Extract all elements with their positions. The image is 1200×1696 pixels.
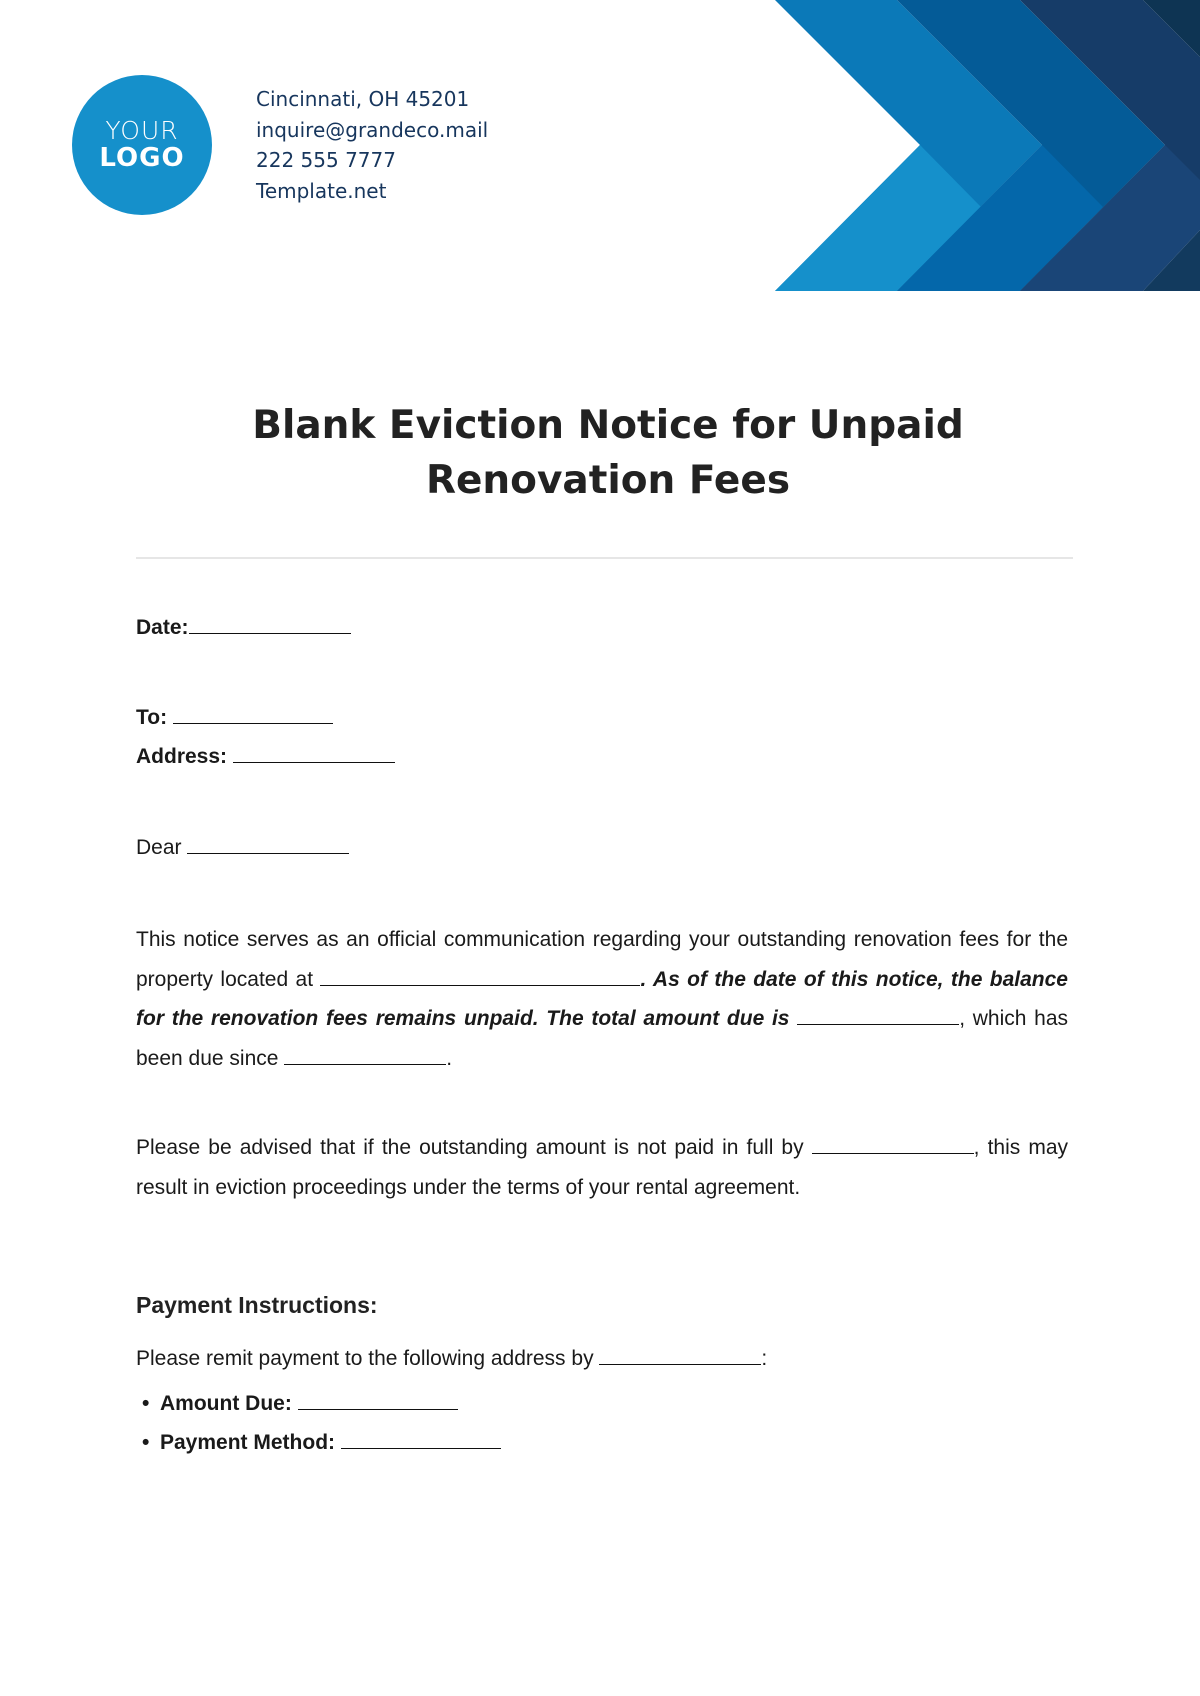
header-chevron-graphic xyxy=(770,0,1200,291)
payment-intro xyxy=(136,1346,767,1371)
salutation xyxy=(136,835,349,860)
payment-heading: Payment Instructions: xyxy=(136,1292,378,1318)
para1-end: . xyxy=(446,1046,453,1070)
document-title: Blank Eviction Notice for Unpaid Renovation Fees xyxy=(252,403,964,503)
date-blank[interactable] xyxy=(189,615,351,634)
para2-text-2: , this may result in eviction proceedings under the terms of your rental agreement. xyxy=(136,1136,1068,1199)
address-field xyxy=(136,744,395,769)
list-item-amount-due xyxy=(136,1384,501,1423)
to-label: To: xyxy=(136,706,168,729)
address-blank[interactable] xyxy=(233,744,395,763)
para1-emphasis: . As of the date of this notice, the balance for the renovation fees remains unpaid. The total amount due is xyxy=(136,967,1068,1030)
property-address-blank[interactable] xyxy=(320,967,640,986)
date-field xyxy=(136,615,351,640)
total-amount-blank[interactable] xyxy=(797,1006,959,1025)
contact-phone: 222 555 7777 xyxy=(256,148,396,172)
deadline-blank[interactable] xyxy=(812,1135,974,1154)
amount-due-label: Amount Due: xyxy=(160,1392,292,1415)
payment-intro-end: : xyxy=(761,1347,768,1370)
recipient-name-blank[interactable] xyxy=(187,835,349,854)
logo-line1: YOUR xyxy=(105,115,179,145)
address-label: Address: xyxy=(136,745,228,768)
title-divider xyxy=(136,557,1073,559)
contact-block xyxy=(256,84,488,206)
para1-text: This notice serves as an official communication regarding your outstanding renovation fees for the property located at xyxy=(136,928,1068,991)
para1-text-2: , which has been due since xyxy=(136,1007,1068,1070)
contact-email: inquire@grandeco.mail xyxy=(256,117,489,142)
company-logo xyxy=(72,75,212,215)
para2-text: Please be advised that if the outstanding amount is not paid in full by xyxy=(136,1136,812,1159)
warning-paragraph xyxy=(136,1128,1068,1207)
payment-method-blank[interactable] xyxy=(341,1430,501,1449)
date-label: Date: xyxy=(136,616,189,639)
payment-method-label: Payment Method: xyxy=(160,1431,336,1454)
to-blank[interactable] xyxy=(173,705,333,724)
amount-due-blank[interactable] xyxy=(298,1391,458,1410)
notice-paragraph xyxy=(136,920,1068,1078)
to-field xyxy=(136,705,333,730)
payment-list xyxy=(136,1384,501,1462)
payment-date-blank[interactable] xyxy=(599,1346,761,1365)
due-since-blank[interactable] xyxy=(284,1046,446,1065)
payment-intro-text: Please remit payment to the following address by xyxy=(136,1347,600,1370)
contact-website: Template.net xyxy=(256,178,387,203)
contact-address: Cincinnati, OH 45201 xyxy=(256,87,470,111)
salutation-text: Dear xyxy=(136,836,182,859)
list-item-payment-method xyxy=(136,1423,501,1462)
logo-line2: LOGO xyxy=(99,143,185,174)
